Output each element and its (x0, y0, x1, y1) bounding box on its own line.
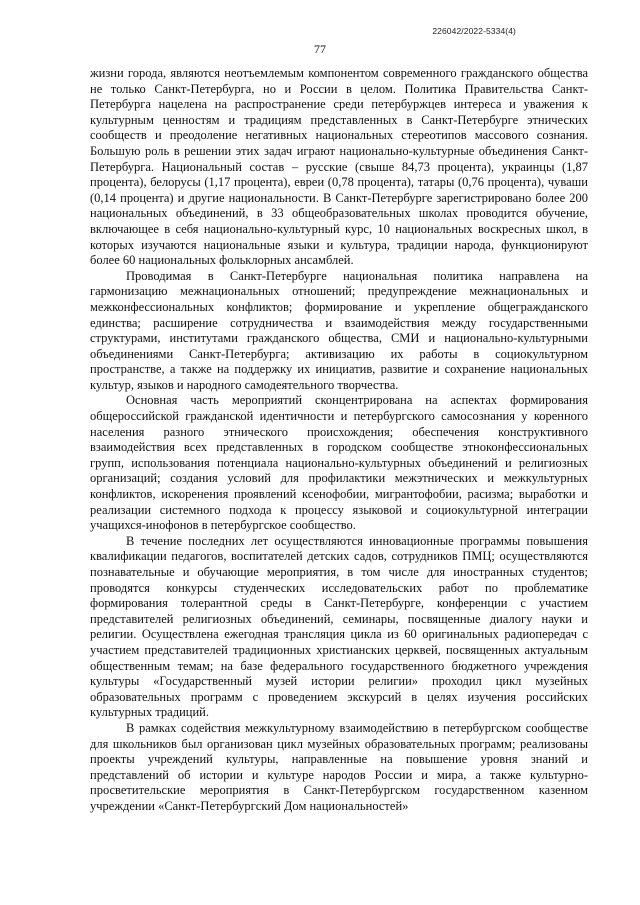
paragraph: В рамках содействия межкультурному взаимодействию в петербургском сообществе для школьников был организован цикл музейных образовательных программ; реализованы проекты учреждений культуры, направленные на повышение уровня знаний и представлений об истории и культуре народов России и мира, а также культурно-просветительские мероприятия в Санкт-Петербургском государственном казенном учреждении «Санкт-Петербургский Дом национальностей» (90, 720, 588, 813)
page-number: 77 (314, 42, 326, 56)
paragraph: Проводимая в Санкт-Петербурге национальная политика направлена на гармонизацию межнациональных отношений; предупреждение межнациональных и межконфессиональных конфликтов; формирование и укрепление общегражданского единства; расширение сотрудничества и взаимодействия между государственными структурами, институтами гражданского общества, СМИ и национально-культурными объединениями Санкт-Петербурга; активизацию их работы в социокультурном пространстве, а также на поддержку их инициатив, развитие и сохранение национальных культур, языков и народного самодеятельного творчества. (90, 268, 588, 392)
paragraph: жизни города, являются неотъемлемым компонентом современного гражданского общества не только Санкт-Петербурга, но и России в целом. Политика Правительства Санкт-Петербурга нацелена на распространение среди петербуржцев интереса и уважения к культурным ценностям и традициям представленных в Санкт-Петербурге этнических сообществ и преодоление негативных национальных стереотипов массового сознания. Большую роль в решении этих задач играют национально-культурные объединения Санкт-Петербурга. Национальный состав – русские (свыше 84,73 процента), украинцы (1,87 процента), белорусы (1,17 процента), евреи (0,78 процента), татары (0,76 процента), чуваши (0,14 процента) и другие национальности. В Санкт-Петербурге зарегистрировано более 200 национальных объединений, в 33 общеобразовательных школах проводится обучение, включающее в себя национально-культурный курс, 10 национальных воскресных школ, в которых изучаются национальные языки и культура, традиции народа, функционируют более 60 национальных фольклорных ансамблей. (90, 66, 588, 268)
document-number: 226042/2022-5334(4) (432, 26, 516, 36)
paragraph: В течение последних лет осуществляются инновационные программы повышения квалификации педагогов, воспитателей детских садов, сотрудников ПМЦ; осуществляются познавательные и обучающие мероприятия, в том числе для иностранных студентов; проводятся конкурсы студенческих исследовательских работ по проблематике формирования толерантной среды в Санкт-Петербурге, конференции с участием представителей религиозных объединений, семинары, посвященные диалогу науки и религии. Осуществлена ежегодная трансляция цикла из 60 оригинальных радиопередач с участием представителей традиционных христианских церквей, посвященных актуальным общественным темам; на базе федерального государственного бюджетного учреждения культуры «Государственный музей истории религии» проходил цикл музейных образовательных программ с проведением экскурсий в целях изучения российских культурных традиций. (90, 533, 588, 720)
paragraph: Основная часть мероприятий сконцентрирована на аспектах формирования общероссийской гражданской идентичности и петербургского самосознания у коренного населения разного этнического происхождения; обеспечения конструктивного взаимодействия всех представленных в городском сообществе этноконфессиональных групп, использования потенциала национально-культурных объединений и религиозных организаций; создания условий для профилактики межэтнических и межкультурных конфликтов, искоренения проявлений ксенофобии, мигрантофобии, расизма; выработки и реализации системного подхода к процессу языковой и социокультурной интеграции учащихся-инофонов в петербургское сообщество. (90, 393, 588, 533)
document-body (90, 66, 588, 815)
